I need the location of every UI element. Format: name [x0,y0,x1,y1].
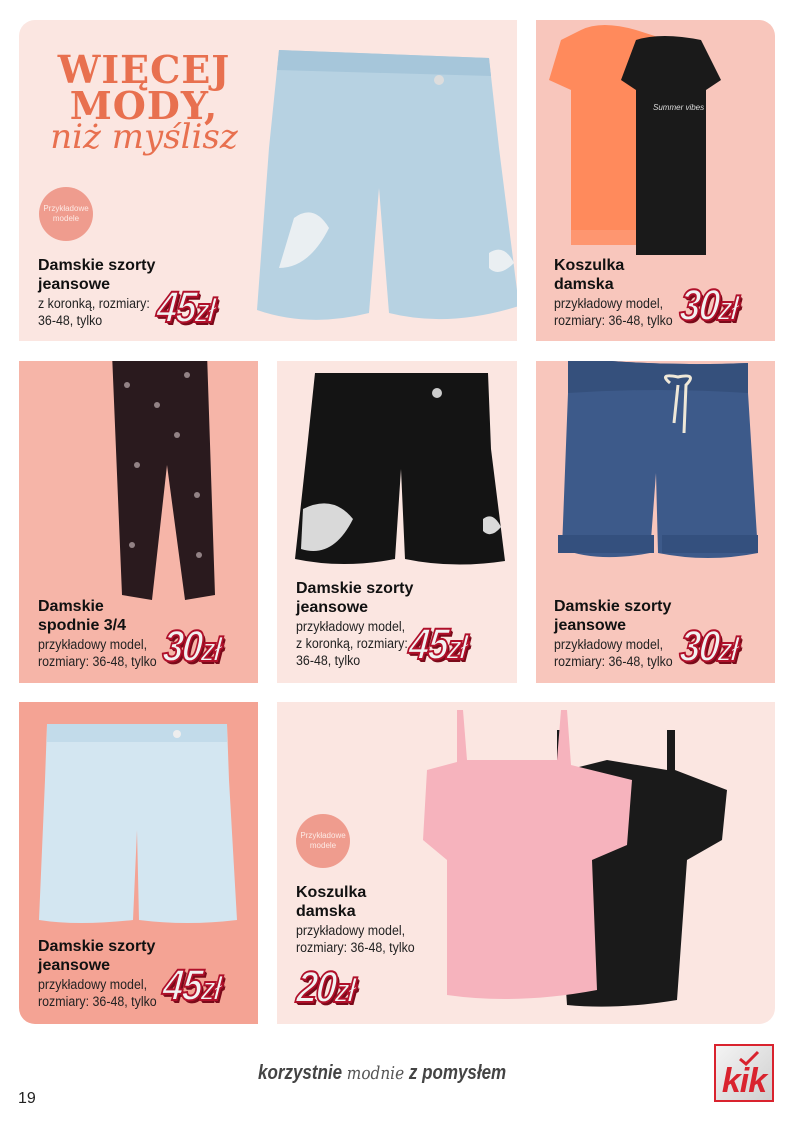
tshirt-dress-image [541,20,731,260]
product-title: Damskie szorty jeansowe [296,580,414,616]
product-title: Damskie szorty jeansowe [38,938,156,974]
product-title: Koszulka damska [554,257,625,293]
black-lace-shorts-image [293,369,508,569]
kik-logo: kik [714,1044,774,1102]
offshoulder-tops-image [417,710,737,1020]
product-desc: przykładowy model, rozmiary: 36-48, tylko [38,977,157,1009]
panel-shorts-lace [19,20,517,341]
product-desc: przykładowy model, rozmiary: 36-48, tylko [296,923,415,955]
panel-tshirt-dress [536,20,775,341]
product-desc: przykładowy model, rozmiary: 36-48, tylko [554,637,673,669]
headline [44,47,244,157]
product-title: Koszulka damska [296,884,367,920]
panel-light-shorts [19,702,258,1024]
product-title: Damskie spodnie 3/4 [38,598,127,634]
headline-line1: WIĘCEJ [57,47,231,92]
price-tag: 30zł [677,281,739,330]
price-tag: 30zł [677,622,739,671]
denim-drawstring-shorts-image [558,361,758,573]
product-desc: przykładowy model, z koronką, rozmiary: 36-48, tylko [296,619,408,668]
panel-denim-paperbag-shorts [536,361,775,683]
page-number: 19 [18,1090,36,1107]
example-models-badge: Przykładowe modele [39,187,93,241]
checkmark-icon [738,1050,760,1066]
product-desc: przykładowy model, rozmiary: 36-48, tylko [38,637,157,669]
cropped-pants-image [107,361,217,610]
product-desc: z koronką, rozmiary: 36-48, tylko [38,296,150,328]
footer-slogan: korzystnie modnie z pomysłem [258,1062,507,1084]
price-tag: 45zł [160,961,222,1010]
shorts-light-denim-image [249,28,517,328]
example-models-badge: Przykładowe modele [296,814,350,868]
panel-pants [19,361,258,683]
panel-black-shorts [277,361,517,683]
light-denim-shorts-image [37,720,237,930]
product-title: Damskie szorty jeansowe [554,598,672,634]
product-title: Damskie szorty jeansowe [38,257,156,293]
headline-line2: MODY, [69,83,219,128]
price-tag: 45zł [154,283,216,332]
product-desc: przykładowy model, rozmiary: 36-48, tylko [554,296,673,328]
headline-line3: niż myślisz [50,117,238,157]
price-tag: 20zł [294,963,356,1012]
price-tag: 45zł [406,620,468,669]
price-tag: 30zł [160,622,222,671]
panel-offshoulder-tops [277,702,775,1024]
svg-text:Summer vibes: Summer vibes [653,103,705,112]
